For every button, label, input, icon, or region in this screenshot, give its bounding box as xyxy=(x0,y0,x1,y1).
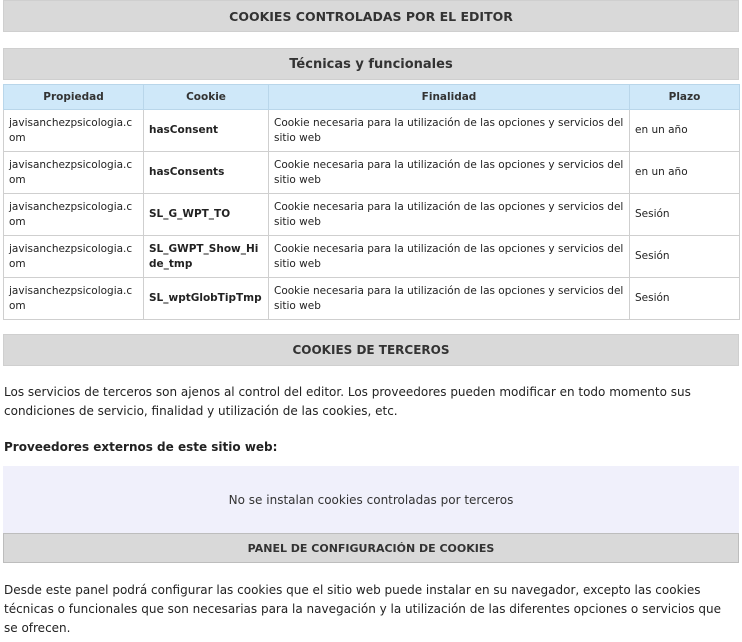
cookie-panel-description: Desde este panel podrá configurar las cookies que el sitio web puede instalar en su navegador, excepto las cookies técnicas o funcionales que son necesarias para la navegación y la utilización de las diferentes opciones o servicios que se ofrecen. xyxy=(4,583,722,635)
cell-cookie: SL_wptGlobTipTmp xyxy=(144,278,269,320)
section-header-technical-cookies: Técnicas y funcionales xyxy=(3,48,739,80)
cell-finalidad: Cookie necesaria para la utilización de las opciones y servicios del sitio web xyxy=(269,236,630,278)
cell-plazo: Sesión xyxy=(630,194,740,236)
cell-plazo: en un año xyxy=(630,152,740,194)
column-header-cookie: Cookie xyxy=(144,85,269,110)
column-header-finalidad: Finalidad xyxy=(269,85,630,110)
table-row xyxy=(4,152,740,194)
cell-cookie: SL_G_WPT_TO xyxy=(144,194,269,236)
cookies-table xyxy=(3,84,740,320)
column-header-plazo: Plazo xyxy=(630,85,740,110)
cell-propiedad: javisanchezpsicologia.com xyxy=(4,236,144,278)
cell-plazo: en un año xyxy=(630,110,740,152)
table-row xyxy=(4,278,740,320)
third-party-intro-text: Los servicios de terceros son ajenos al control del editor. Los proveedores pueden modificar en todo momento sus condiciones de servicio, finalidad y utilización de las cookies, etc. xyxy=(4,385,691,418)
column-header-propiedad: Propiedad xyxy=(4,85,144,110)
table-row xyxy=(4,110,740,152)
table-row xyxy=(4,194,740,236)
cell-cookie: SL_GWPT_Show_Hide_tmp xyxy=(144,236,269,278)
table-row xyxy=(4,236,740,278)
cell-propiedad: javisanchezpsicologia.com xyxy=(4,194,144,236)
cell-plazo: Sesión xyxy=(630,278,740,320)
cell-propiedad: javisanchezpsicologia.com xyxy=(4,278,144,320)
cell-finalidad: Cookie necesaria para la utilización de las opciones y servicios del sitio web xyxy=(269,110,630,152)
cell-cookie: hasConsent xyxy=(144,110,269,152)
cell-finalidad: Cookie necesaria para la utilización de las opciones y servicios del sitio web xyxy=(269,152,630,194)
providers-heading: Proveedores externos de este sitio web: xyxy=(4,440,278,454)
no-third-party-cookies-text: No se instalan cookies controladas por terceros xyxy=(228,492,514,507)
cell-plazo: Sesión xyxy=(630,236,740,278)
cell-cookie: hasConsents xyxy=(144,152,269,194)
cell-propiedad: javisanchezpsicologia.com xyxy=(4,110,144,152)
cell-finalidad: Cookie necesaria para la utilización de las opciones y servicios del sitio web xyxy=(269,278,630,320)
table-header-row xyxy=(4,85,740,110)
cell-finalidad: Cookie necesaria para la utilización de las opciones y servicios del sitio web xyxy=(269,194,630,236)
section-header-editor-cookies: COOKIES CONTROLADAS POR EL EDITOR xyxy=(3,0,739,32)
no-third-party-cookies-notice xyxy=(3,466,739,533)
cookie-settings-panel-header[interactable]: PANEL DE CONFIGURACIÓN DE COOKIES xyxy=(3,533,739,563)
section-header-third-party-cookies: COOKIES DE TERCEROS xyxy=(3,334,739,366)
cell-propiedad: javisanchezpsicologia.com xyxy=(4,152,144,194)
